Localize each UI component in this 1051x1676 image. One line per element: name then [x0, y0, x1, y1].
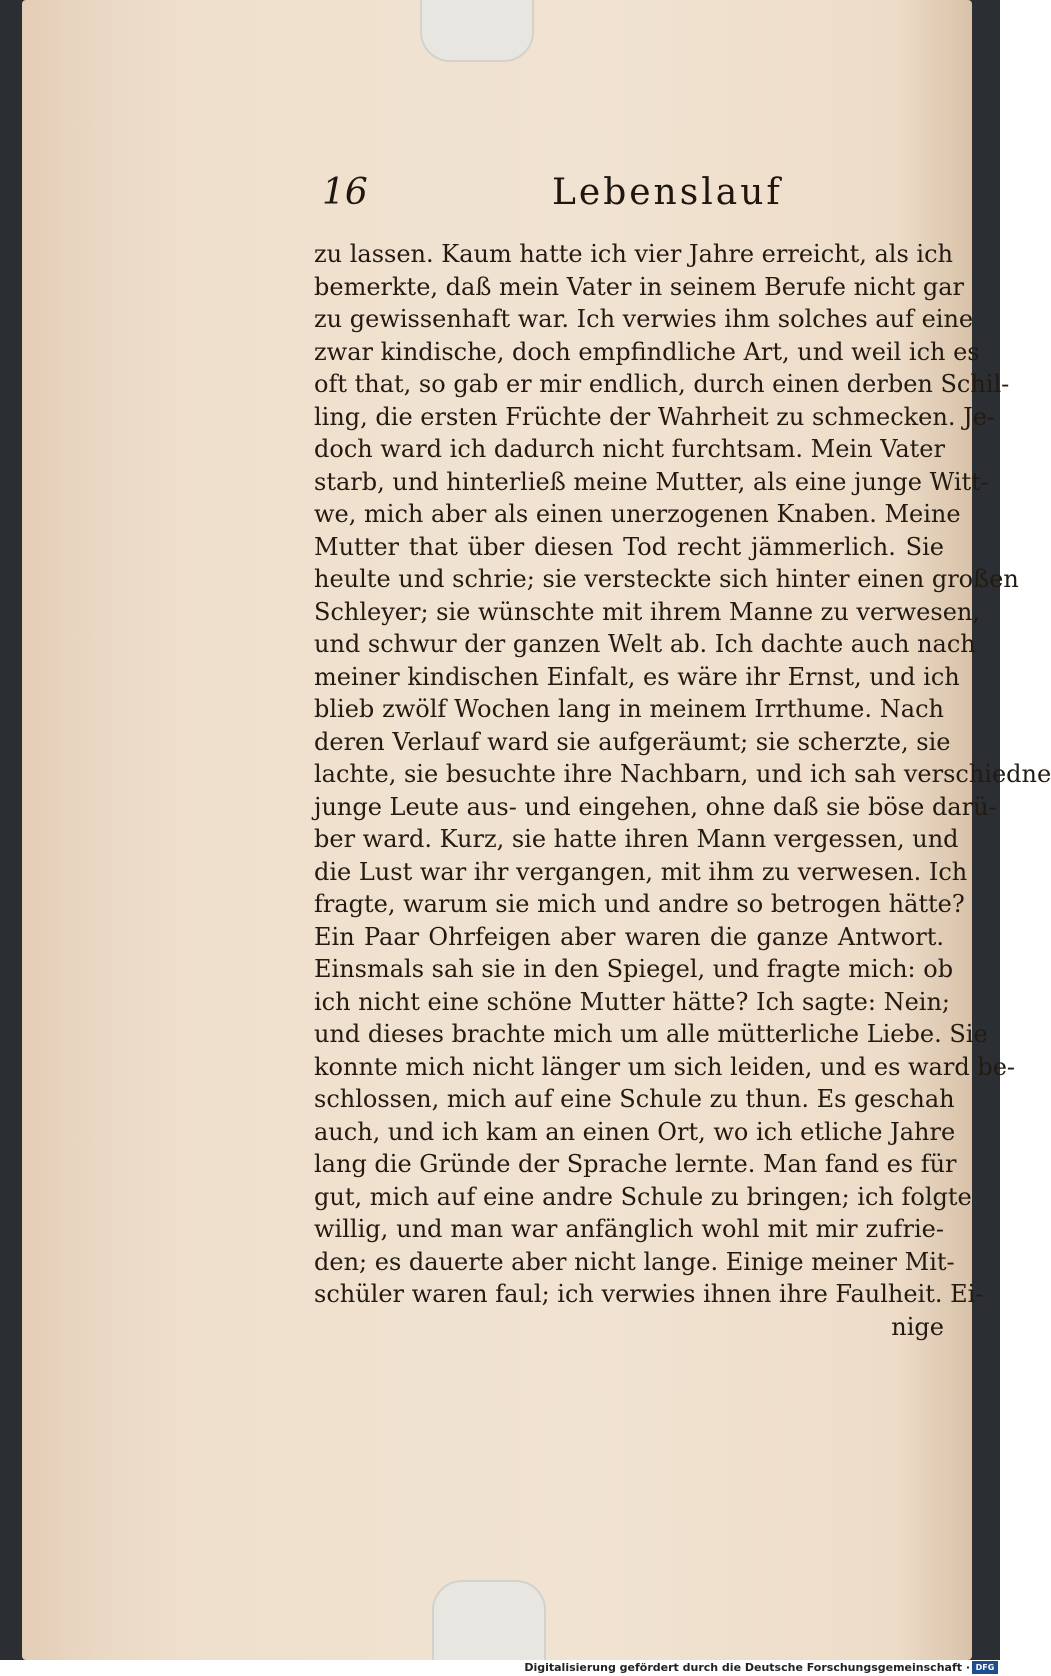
text-line: starb, und hinterließ meine Mutter, als eine junge Witt- — [314, 467, 989, 496]
text-line: zu lassen. Kaum hatte ich vier Jahre erreicht, als ich — [314, 240, 953, 268]
text-line: Ein Paar Ohrfeigen aber waren die ganze Antwort. — [314, 922, 944, 951]
page-header — [322, 172, 942, 222]
text-line: Schleyer; sie wünschte mit ihrem Manne zu verwesen, — [314, 597, 980, 626]
running-head: Lebenslauf — [552, 172, 783, 213]
page-number: 16 — [322, 172, 368, 213]
page-clip-top — [420, 0, 534, 62]
text-line: deren Verlauf ward sie aufgeräumt; sie scherzte, sie — [314, 727, 951, 756]
text-line: heulte und schrie; sie versteckte sich hinter einen großen — [314, 565, 1019, 593]
text-line: lang die Gründe der Sprache lernte. Man fand es für — [314, 1150, 957, 1178]
text-line: oft that, so gab er mir endlich, durch einen derben Schil- — [314, 370, 1010, 398]
text-line: meiner kindischen Einfalt, es wäre ihr Ernst, und ich — [314, 662, 960, 691]
text-line: die Lust war ihr vergangen, mit ihm zu verwesen. Ich — [314, 857, 968, 886]
text-line: zwar kindische, doch empfindliche Art, und weil ich es — [314, 337, 980, 366]
text-line: ber ward. Kurz, sie hatte ihren Mann vergessen, und — [314, 825, 959, 853]
dfg-logo: DFG — [972, 1661, 998, 1674]
book-page — [22, 0, 1051, 1660]
text-line: Einsmals sah sie in den Spiegel, und fragte mich: ob — [314, 955, 954, 983]
text-line: willig, und man war anfänglich wohl mit mir zufrie- — [314, 1215, 944, 1243]
text-line: ling, die ersten Früchte der Wahrheit zu schmecken. Je- — [314, 402, 996, 431]
page-clip-bottom — [432, 1580, 546, 1662]
text-line: und dieses brachte mich um alle mütterliche Liebe. Sie — [314, 1020, 988, 1048]
text-line: und schwur der ganzen Welt ab. Ich dachte auch nach — [314, 630, 976, 658]
text-line: lachte, sie besuchte ihre Nachbarn, und ich sah verschiedne — [314, 760, 1051, 788]
text-line: ich nicht eine schöne Mutter hätte? Ich sagte: Nein; — [314, 987, 950, 1016]
text-line: we, mich aber als einen unerzogenen Knaben. Meine — [314, 500, 961, 528]
text-line: gut, mich auf eine andre Schule zu bringen; ich folgte — [314, 1182, 972, 1211]
text-line: schlossen, mich auf eine Schule zu thun. Es geschah — [314, 1085, 955, 1113]
text-line: schüler waren faul; ich verwies ihnen ihre Faulheit. Ei- — [314, 1280, 984, 1308]
footer-credit: Digitalisierung gefördert durch die Deutsche Forschungsgemeinschaft · — [524, 1661, 970, 1674]
text-line: doch ward ich dadurch nicht furchtsam. Mein Vater — [314, 435, 945, 463]
text-line: den; es dauerte aber nicht lange. Einige meiner Mit- — [314, 1247, 955, 1276]
text-line: bemerkte, daß mein Vater in seinem Berufe nicht gar — [314, 272, 965, 301]
text-line: zu gewissenhaft war. Ich verwies ihm solches auf eine — [314, 305, 974, 333]
digitization-footer — [0, 1660, 1000, 1676]
text-line: auch, und ich kam an einen Ort, wo ich etliche Jahre — [314, 1117, 956, 1146]
text-line: junge Leute aus- und eingehen, ohne daß sie böse darü- — [314, 792, 997, 821]
catchword: nige — [891, 1312, 944, 1341]
text-line: konnte mich nicht länger um sich leiden, und es ward be- — [314, 1052, 1016, 1081]
text-line: fragte, warum sie mich und andre so betrogen hätte? — [314, 890, 965, 918]
text-line: blieb zwölf Wochen lang in meinem Irrthume. Nach — [314, 695, 944, 723]
body-text — [314, 238, 1051, 1343]
text-line: Mutter that über diesen Tod recht jämmerlich. Sie — [314, 532, 944, 561]
